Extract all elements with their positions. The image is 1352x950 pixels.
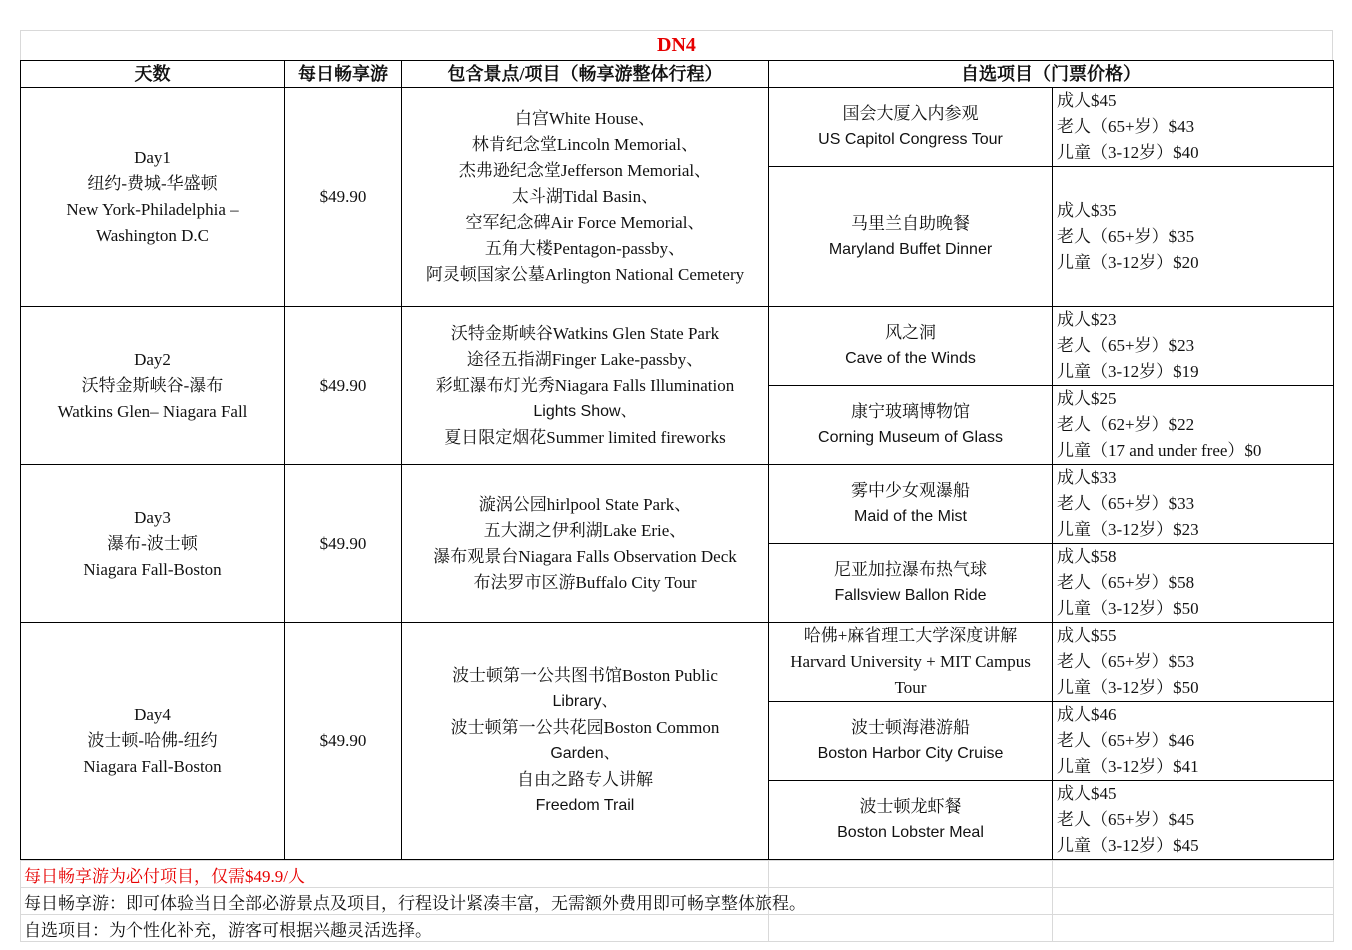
ticket-price: 儿童（3-12岁）$41 [1057, 757, 1199, 776]
ticket-price: 成人$35 [1057, 200, 1117, 220]
note-daily-pass: 每日畅享游：即可体验当日全部必游景点及项目，行程设计紧凑丰富，无需额外费用即可畅享整体旅程。 [21, 888, 769, 915]
ticket-price: 老人（65+岁）$35 [1057, 226, 1195, 246]
note-empty-cell [1053, 861, 1334, 888]
sights-cell [402, 465, 769, 623]
ticket-price: 儿童（17 and under free）$0 [1057, 441, 1262, 460]
day-cell [21, 307, 285, 465]
sight-line: 五角大楼Pentagon-passby、 [484, 239, 686, 258]
route-cn: 沃特金斯峡谷-瀑布 [81, 375, 224, 395]
optional-item-name: Maid of the Mist [854, 508, 967, 525]
ticket-price: 儿童（3-12岁）$20 [1057, 252, 1199, 272]
sight-line: 林肯纪念堂Lincoln Memorial、 [471, 135, 699, 154]
sights-cell [402, 623, 769, 860]
optional-item-name: 风之洞 [885, 323, 936, 342]
route-cn: 波士顿-哈佛-纽约 [87, 731, 218, 750]
itinerary-row [21, 465, 1334, 544]
optional-item-name: 波士顿海港游船 [851, 718, 970, 737]
optional-item-name: 康宁玻璃博物馆 [851, 402, 970, 421]
ticket-price: 成人$25 [1057, 389, 1117, 408]
sight-line: Freedom Trail [535, 797, 635, 814]
header-row [21, 61, 1334, 88]
optional-item [769, 781, 1053, 860]
sight-line: 布法罗市区游Buffalo City Tour [473, 572, 697, 592]
daily-pass-price: $49.90 [285, 465, 402, 623]
sheet-title: DN4 [20, 30, 1333, 60]
sight-line: 漩涡公园hirlpool State Park、 [478, 494, 692, 514]
optional-item-name: US Capitol Congress Tour [818, 131, 1003, 148]
route-en: Niagara Fall-Boston [83, 757, 222, 776]
note-row [21, 888, 1334, 915]
note-empty-cell [769, 861, 1053, 888]
sight-line: Lights Show、 [533, 402, 637, 420]
sight-line: 瀑布观景台Niagara Falls Observation Deck [433, 546, 737, 566]
itinerary-row [21, 88, 1334, 167]
optional-prices [1053, 623, 1334, 702]
optional-item [769, 386, 1053, 465]
ticket-price: 老人（62+岁）$22 [1057, 415, 1195, 434]
optional-item-name: Corning Museum of Glass [818, 429, 1003, 446]
itinerary-row [21, 623, 1334, 702]
day-label: Day3 [134, 507, 171, 527]
note-optional: 自选项目：为个性化补充，游客可根据兴趣灵活选择。 [21, 915, 769, 942]
note-required: 每日畅享游为必付项目，仅需$49.9/人 [21, 861, 769, 888]
ticket-price: 儿童（3-12岁）$40 [1057, 143, 1199, 162]
ticket-price: 儿童（3-12岁）$19 [1057, 362, 1199, 381]
optional-item [769, 623, 1053, 702]
header-daily-pass: 每日畅享游 [285, 61, 402, 88]
sight-line: 白宫White House、 [514, 109, 656, 128]
header-optional: 自选项目（门票价格） [769, 61, 1334, 88]
sight-line: 沃特金斯峡谷Watkins Glen State Park [450, 323, 720, 343]
header-sights: 包含景点/项目（畅享游整体行程） [402, 61, 769, 88]
optional-item [769, 307, 1053, 386]
optional-item-name: Harvard University + MIT Campus [790, 652, 1031, 671]
ticket-price: 老人（65+岁）$43 [1057, 117, 1195, 136]
optional-item [769, 702, 1053, 781]
ticket-price: 老人（65+岁）$53 [1057, 652, 1195, 671]
optional-prices [1053, 781, 1334, 860]
optional-item [769, 465, 1053, 544]
sight-line: 波士顿第一公共图书馆Boston Public [452, 666, 718, 685]
note-empty-cell [1053, 888, 1334, 915]
note-row [21, 861, 1334, 888]
optional-item [769, 167, 1053, 307]
day-label: Day4 [134, 705, 171, 724]
day-cell [21, 88, 285, 307]
optional-item-name: 尼亚加拉瀑布热气球 [834, 560, 987, 579]
route-en: Washington D.C [96, 226, 209, 245]
sight-line: 太斗湖Tidal Basin、 [511, 187, 659, 206]
optional-item-name: 国会大厦入内参观 [842, 104, 979, 123]
sights-cell [402, 307, 769, 465]
optional-item [769, 88, 1053, 167]
ticket-price: 儿童（3-12岁）$23 [1057, 520, 1199, 539]
optional-prices [1053, 544, 1334, 623]
route-en: New York-Philadelphia – [66, 200, 239, 219]
sight-line: 波士顿第一公共花园Boston Common [450, 718, 720, 737]
ticket-price: 老人（65+岁）$23 [1057, 336, 1195, 355]
optional-item-name: Cave of the Winds [845, 350, 976, 367]
optional-item-name: 雾中少女观瀑船 [851, 481, 970, 500]
optional-item-name: Fallsview Ballon Ride [834, 587, 987, 604]
daily-pass-price: $49.90 [285, 623, 402, 860]
ticket-price: 儿童（3-12岁）$50 [1057, 678, 1199, 697]
day-label: Day1 [134, 148, 171, 167]
note-row [21, 915, 1334, 942]
daily-pass-price: $49.90 [285, 88, 402, 307]
itinerary-sheet [20, 30, 1333, 942]
ticket-price: 成人$45 [1057, 784, 1117, 803]
sight-line: 五大湖之伊利湖Lake Erie、 [483, 520, 687, 540]
optional-item-name: Tour [894, 678, 927, 697]
ticket-price: 儿童（3-12岁）$50 [1057, 599, 1199, 618]
optional-prices [1053, 702, 1334, 781]
ticket-price: 成人$33 [1057, 468, 1117, 487]
sight-line: 自由之路专人讲解 [517, 770, 653, 789]
note-empty-cell [769, 888, 1053, 915]
sight-line: 杰弗逊纪念堂Jefferson Memorial、 [458, 161, 712, 180]
sights-cell [402, 88, 769, 307]
optional-prices [1053, 465, 1334, 544]
ticket-price: 老人（65+岁）$33 [1057, 494, 1195, 513]
ticket-price: 成人$46 [1057, 705, 1117, 724]
route-en: Niagara Fall-Boston [83, 559, 222, 579]
day-cell [21, 465, 285, 623]
itinerary-body [21, 88, 1334, 860]
day-label: Day2 [134, 349, 171, 369]
ticket-price: 成人$58 [1057, 547, 1117, 566]
optional-item-name: Maryland Buffet Dinner [828, 240, 993, 258]
sight-line: Garden、 [550, 745, 620, 762]
note-empty-cell [1053, 915, 1334, 942]
optional-item-name: 马里兰自助晚餐 [851, 213, 970, 233]
sight-line: 阿灵顿国家公墓Arlington National Cemetery [425, 265, 745, 284]
optional-prices [1053, 307, 1334, 386]
route-en: Watkins Glen– Niagara Fall [57, 401, 248, 421]
ticket-price: 成人$55 [1057, 626, 1117, 645]
sight-line: 夏日限定烟花Summer limited fireworks [444, 427, 726, 447]
optional-prices [1053, 88, 1334, 167]
route-cn: 瀑布-波士顿 [107, 533, 198, 553]
itinerary-table [20, 60, 1334, 860]
ticket-price: 老人（65+岁）$46 [1057, 731, 1195, 750]
day-cell [21, 623, 285, 860]
ticket-price: 老人（65+岁）$45 [1057, 810, 1195, 829]
optional-prices [1053, 167, 1334, 307]
notes-table [20, 860, 1334, 942]
ticket-price: 成人$45 [1057, 91, 1117, 110]
ticket-price: 老人（65+岁）$58 [1057, 573, 1195, 592]
sight-line: 彩虹瀑布灯光秀Niagara Falls Illumination [435, 375, 735, 395]
route-cn: 纽约-费城-华盛顿 [87, 174, 218, 193]
optional-prices [1053, 386, 1334, 465]
optional-item-name: Boston Lobster Meal [837, 824, 984, 841]
sight-line: Library、 [552, 693, 618, 710]
header-day: 天数 [21, 61, 285, 88]
optional-item-name: 波士顿龙虾餐 [859, 797, 962, 816]
ticket-price: 儿童（3-12岁）$45 [1057, 836, 1199, 855]
optional-item [769, 544, 1053, 623]
note-empty-cell [769, 915, 1053, 942]
itinerary-row [21, 307, 1334, 386]
sight-line: 途径五指湖Finger Lake-passby、 [466, 349, 704, 369]
sight-line: 空军纪念碑Air Force Memorial、 [465, 213, 705, 232]
optional-item-name: Boston Harbor City Cruise [817, 745, 1004, 762]
optional-item-name: 哈佛+麻省理工大学深度讲解 [803, 626, 1018, 645]
ticket-price: 成人$23 [1057, 310, 1117, 329]
daily-pass-price: $49.90 [285, 307, 402, 465]
